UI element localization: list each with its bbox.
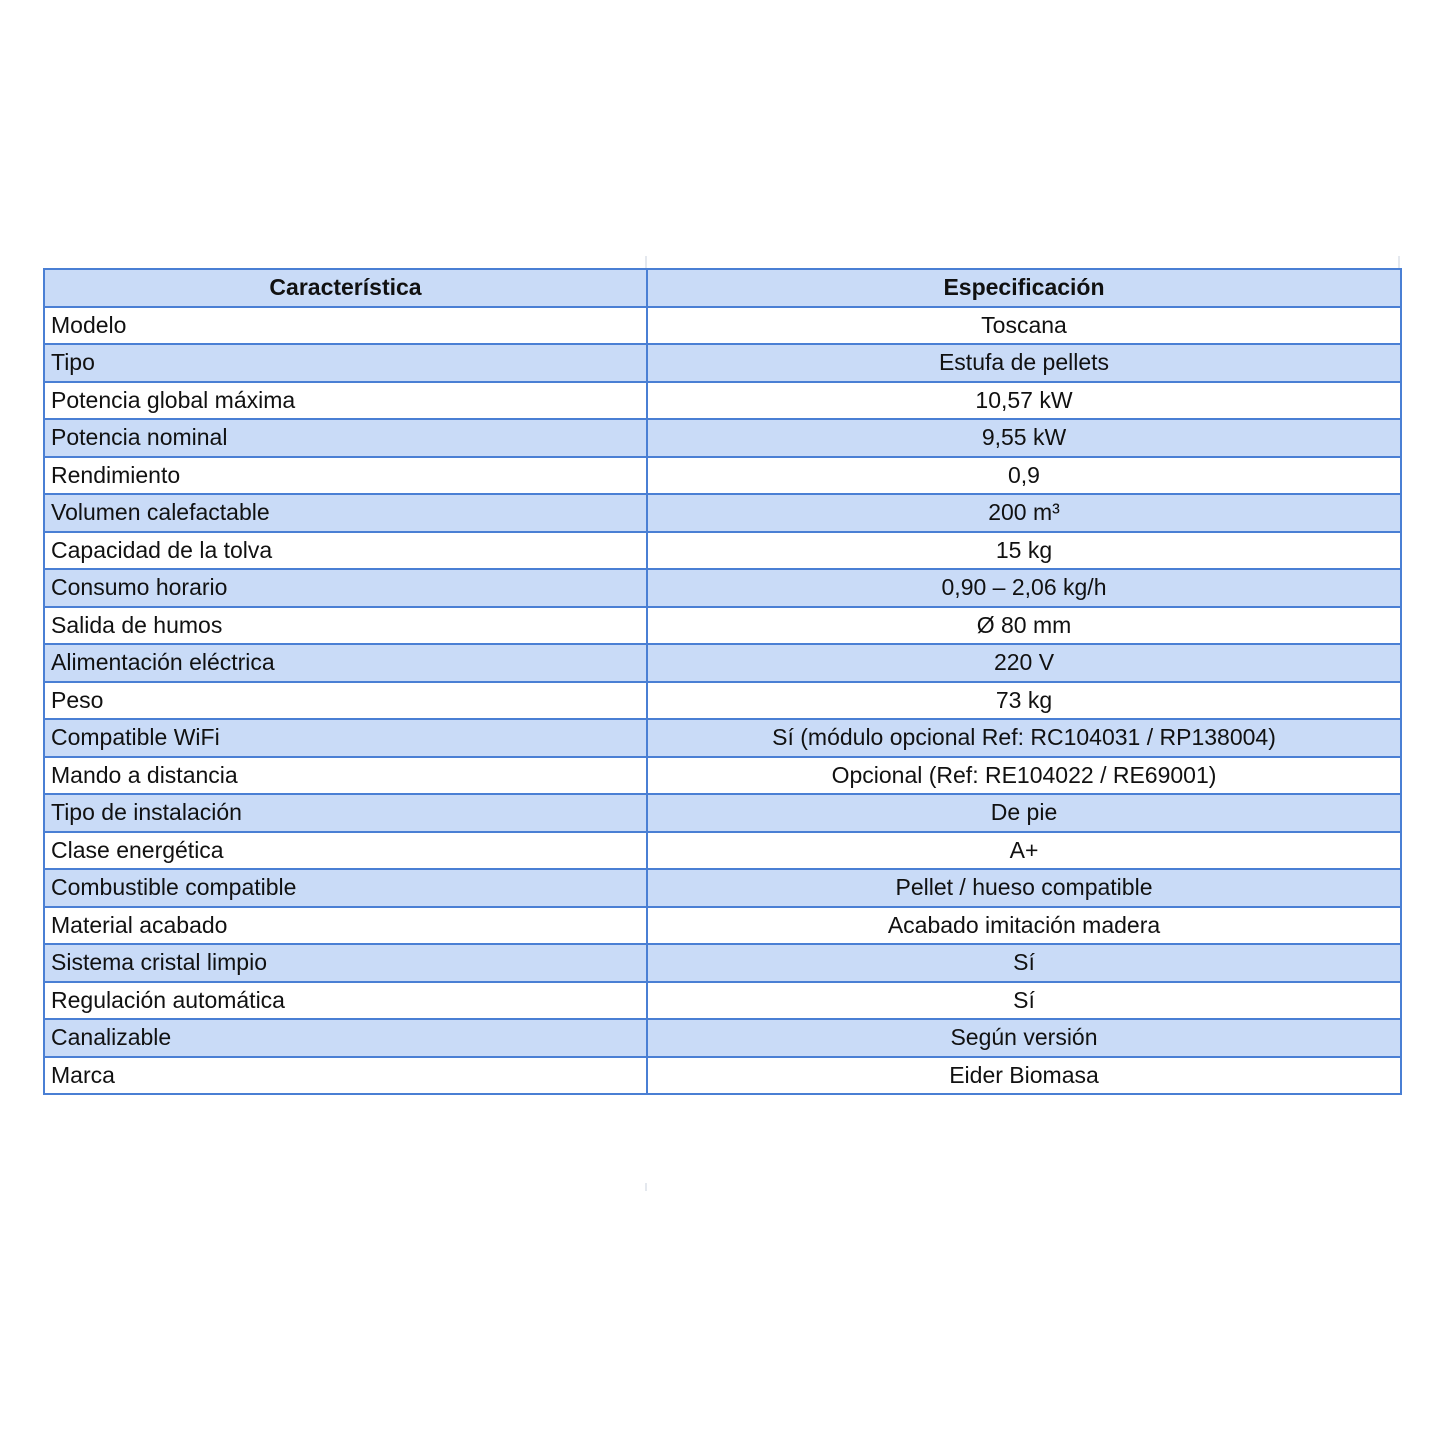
feature-cell: Material acabado [44, 907, 647, 945]
feature-cell: Potencia nominal [44, 419, 647, 457]
table-row [44, 307, 1401, 345]
table-row [44, 607, 1401, 645]
feature-cell: Potencia global máxima [44, 382, 647, 420]
feature-cell: Capacidad de la tolva [44, 532, 647, 570]
spec-cell: A+ [647, 832, 1401, 870]
table-row [44, 569, 1401, 607]
table-row [44, 869, 1401, 907]
spec-cell: Opcional (Ref: RE104022 / RE69001) [647, 757, 1401, 795]
feature-cell: Canalizable [44, 1019, 647, 1057]
feature-cell: Sistema cristal limpio [44, 944, 647, 982]
table-row [44, 682, 1401, 720]
spec-cell: Sí [647, 982, 1401, 1020]
table-row [44, 719, 1401, 757]
feature-cell: Mando a distancia [44, 757, 647, 795]
spec-cell: Toscana [647, 307, 1401, 345]
feature-cell: Consumo horario [44, 569, 647, 607]
spec-cell: 15 kg [647, 532, 1401, 570]
table-row [44, 494, 1401, 532]
spec-cell: 9,55 kW [647, 419, 1401, 457]
feature-cell: Marca [44, 1057, 647, 1095]
table-row [44, 794, 1401, 832]
spec-cell: Pellet / hueso compatible [647, 869, 1401, 907]
feature-cell: Rendimiento [44, 457, 647, 495]
spec-cell: 10,57 kW [647, 382, 1401, 420]
column-header-spec: Especificación [647, 269, 1401, 307]
feature-cell: Volumen calefactable [44, 494, 647, 532]
spec-cell: Eider Biomasa [647, 1057, 1401, 1095]
header-row [44, 269, 1401, 307]
table-row [44, 419, 1401, 457]
table-row [44, 1057, 1401, 1095]
spec-cell: Sí [647, 944, 1401, 982]
spec-cell: Según versión [647, 1019, 1401, 1057]
feature-cell: Combustible compatible [44, 869, 647, 907]
table-row [44, 644, 1401, 682]
table-row [44, 1019, 1401, 1057]
spec-cell: Acabado imitación madera [647, 907, 1401, 945]
feature-cell: Tipo de instalación [44, 794, 647, 832]
column-guide-top [645, 256, 647, 268]
spec-cell: Sí (módulo opcional Ref: RC104031 / RP138004) [647, 719, 1401, 757]
edge-guide-top [1398, 256, 1400, 268]
feature-cell: Peso [44, 682, 647, 720]
feature-cell: Clase energética [44, 832, 647, 870]
table-row [44, 982, 1401, 1020]
feature-cell: Compatible WiFi [44, 719, 647, 757]
feature-cell: Regulación automática [44, 982, 647, 1020]
feature-cell: Alimentación eléctrica [44, 644, 647, 682]
table-row [44, 532, 1401, 570]
table-row [44, 757, 1401, 795]
column-header-feature: Característica [44, 269, 647, 307]
table-row [44, 832, 1401, 870]
column-guide-bottom [645, 1183, 647, 1191]
table-row [44, 382, 1401, 420]
feature-cell: Salida de humos [44, 607, 647, 645]
spec-cell: 200 m³ [647, 494, 1401, 532]
spec-cell: Ø 80 mm [647, 607, 1401, 645]
table-row [44, 907, 1401, 945]
table-row [44, 457, 1401, 495]
feature-cell: Modelo [44, 307, 647, 345]
table-body [44, 307, 1401, 1095]
feature-cell: Tipo [44, 344, 647, 382]
table-row [44, 944, 1401, 982]
spec-cell: 220 V [647, 644, 1401, 682]
spec-cell: 73 kg [647, 682, 1401, 720]
spec-cell: 0,90 – 2,06 kg/h [647, 569, 1401, 607]
spec-cell: Estufa de pellets [647, 344, 1401, 382]
spec-cell: 0,9 [647, 457, 1401, 495]
spec-cell: De pie [647, 794, 1401, 832]
table-row [44, 344, 1401, 382]
spec-table [43, 268, 1402, 1095]
